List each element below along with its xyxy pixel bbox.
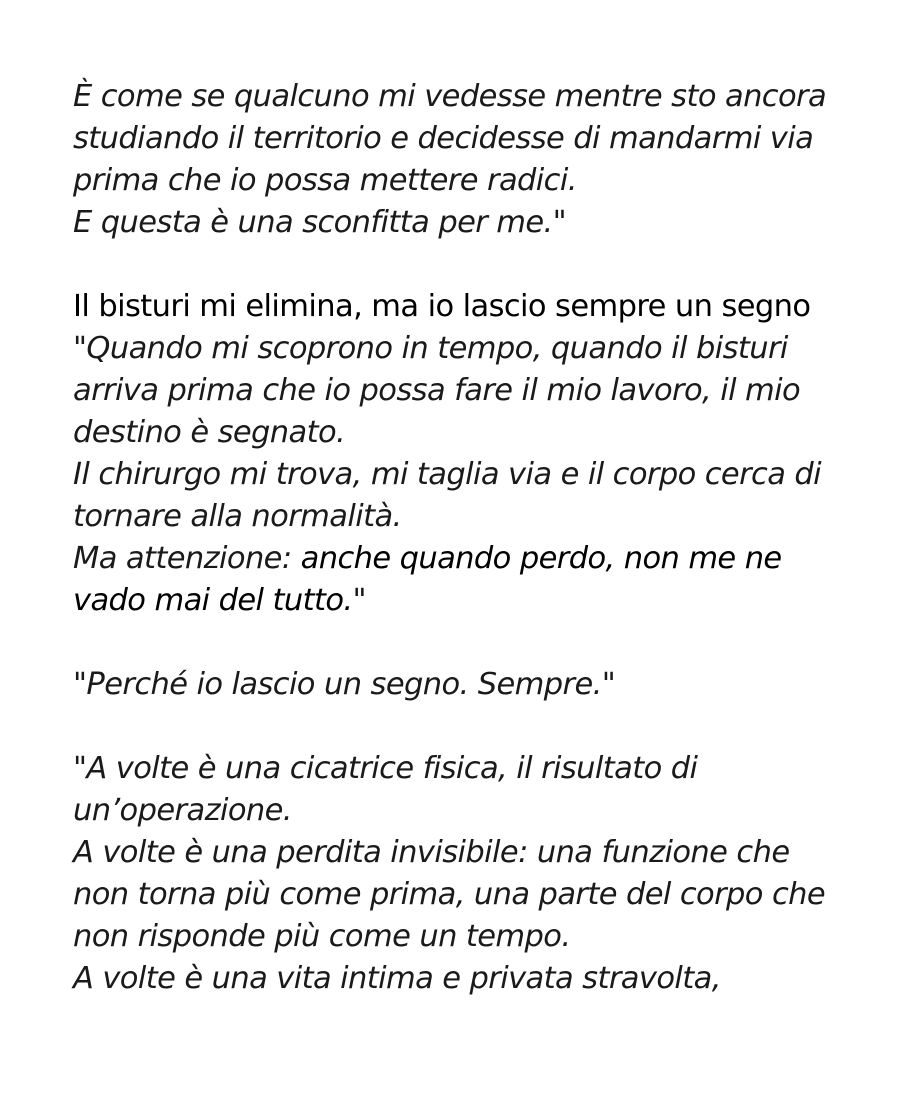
paragraph-spacer <box>73 622 863 664</box>
text-line: Il chirurgo mi trova, mi taglia via e il corpo cerca di <box>73 457 822 492</box>
text-line: non torna più come prima, una parte del corpo che <box>73 877 826 912</box>
text-line: destino è segnato. <box>73 415 346 450</box>
text-line <box>73 580 863 622</box>
paragraph-a-volte <box>73 748 863 1000</box>
text-line: È come se qualcuno mi vedesse mentre sto ancora <box>73 79 827 114</box>
text-line: "Quando mi scoprono in tempo, quando il bisturi <box>73 331 788 366</box>
text-span: " <box>352 583 366 618</box>
emphasized-text: vado mai del tutto. <box>73 583 353 618</box>
paragraph-bisturi <box>73 286 863 622</box>
text-line: A volte è una vita intima e privata stravolta, <box>73 961 721 996</box>
text-line: tornare alla normalità. <box>73 499 402 534</box>
text-line <box>73 538 863 580</box>
text-line: arriva prima che io possa fare il mio lavoro, il mio <box>73 373 801 408</box>
paragraph-intro <box>73 76 863 244</box>
text-line: un’operazione. <box>73 793 292 828</box>
document-page <box>73 76 863 1000</box>
section-heading: Il bisturi mi elimina, ma io lascio sempre un segno <box>73 289 811 324</box>
emphasized-text: anche quando perdo, non me ne <box>300 541 782 576</box>
text-line: E questa è una sconfitta per me." <box>73 205 567 240</box>
text-span: Ma attenzione: <box>73 541 301 576</box>
text-line: prima che io possa mettere radici. <box>73 163 577 198</box>
paragraph-segno <box>73 664 863 706</box>
text-line: A volte è una perdita invisibile: una funzione che <box>73 835 790 870</box>
paragraph-spacer <box>73 244 863 286</box>
paragraph-spacer <box>73 706 863 748</box>
text-line: "Perché io lascio un segno. Sempre." <box>73 667 616 702</box>
text-line: "A volte è una cicatrice fisica, il risultato di <box>73 751 698 786</box>
text-line: non risponde più come un tempo. <box>73 919 571 954</box>
text-line: studiando il territorio e decidesse di mandarmi via <box>73 121 814 156</box>
